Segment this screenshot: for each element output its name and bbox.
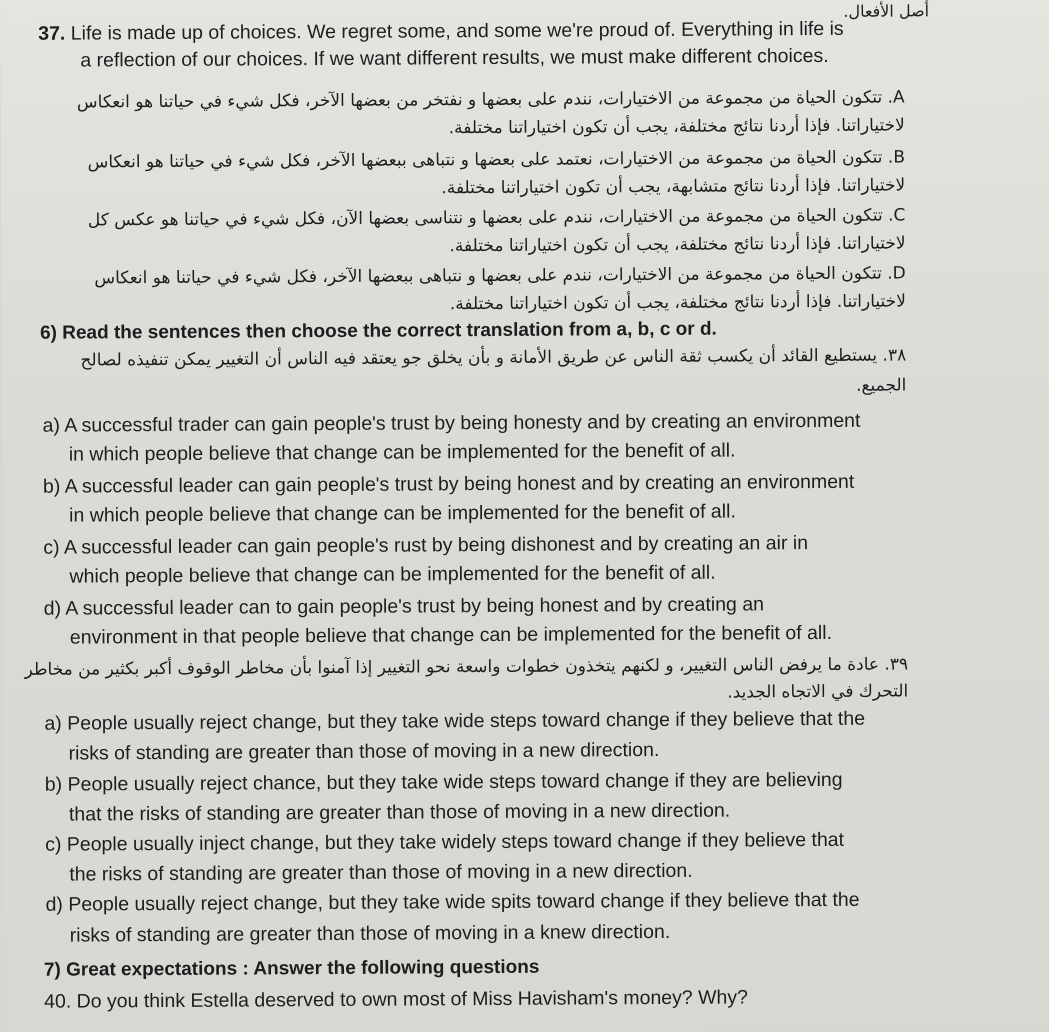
question-37 [38,16,844,47]
option-b-ar: B. تتكون الحياة من مجموعة من الاختيارات، نعتمد على بعضها و نتباهى ببعضها الآخر، فكل شيء في حياتنا هو انعكاس [87,147,906,173]
option-d-ar: D. تتكون الحياة من مجموعة من الاختيارات، نندم على بعضها و نتباهى ببعضها الآخر، فكل شيء في حياتنا هو انعكاس [94,263,906,289]
option-a-ar-line2: لاختياراتنا. فإذا أردنا نتائج مختلفة، يجب أن تكون اختياراتنا مختلفة. [448,115,905,139]
q39-option-b-line2: that the risks of standing are greater than those of moving in a new direction. [68,799,731,826]
q38-option-b: b) A successful leader can gain people's trust by being honest and by creating an environment [42,470,855,498]
question-38-ar-line2: الجميع. [856,375,907,396]
option-c-ar-line2: لاختياراتنا. فإذا أردنا نتائج مختلفة، يجب أن تكون اختياراتنا مختلفة. [449,233,906,257]
option-d-ar-line2: لاختياراتنا. فإذا أردنا نتائج مختلفة، يجب أن تكون اختياراتنا مختلفة. [449,291,906,315]
question-37-line2: a reflection of our choices. If we want different results, we must make different choices. [80,44,829,72]
q38-option-b-line2: in which people believe that change can be implemented for the benefit of all. [69,500,736,527]
section-7-title: 7) Great expectations : Answer the following questions [43,956,540,981]
question-39-ar-line2: التحرك في الاتجاه الجديد. [727,681,909,703]
q39-option-d: d) People usually reject change, but they take wide spits toward change if they believe that the [45,888,860,916]
q38-option-d: d) A successful leader can to gain people's trust by being honest and by creating an [43,593,765,620]
q38-option-a-line2: in which people believe that change can be implemented for the benefit of all. [68,439,736,466]
question-text: Life is made up of choices. We regret some, and some we're proud of. Everything in life is [70,17,844,45]
option-b-ar-line2: لاختياراتنا. فإذا أردنا نتائج متشابهة، يجب أن تكون اختياراتنا مختلفة. [441,175,906,199]
q38-option-a: a) A successful trader can gain people's trust by being honesty and by creating an environment [42,409,861,437]
q38-option-d-line2: environment in that people believe that change can be implemented for the benefit of all. [69,621,833,649]
q39-option-b: b) People usually reject chance, but they take wide steps toward change if they are believing [44,768,843,796]
question-number: 37. [38,22,66,45]
question-40 [44,984,748,1014]
question-39-ar: ٣٩. عادة ما يرفض الناس التغيير، و لكنهم يتخذون خطوات واسعة نحو التغيير إذا آمنوا بأن مخاطر الوقوف أكبر بكثير من مخاطر [24,654,909,680]
q38-option-c: c) A successful leader can gain people's rust by being dishonest and by creating an air in [43,532,809,559]
q39-option-d-line2: risks of standing are greater than those of moving in a knew direction. [69,920,671,947]
q39-option-c-line2: the risks of standing are greater than those of moving in a new direction. [69,859,693,886]
arabic-header: أصل الأفعال. [843,1,930,21]
q39-option-a: a) People usually reject change, but they take wide steps toward change if they believe that the [44,707,866,735]
option-a-ar: A. تتكون الحياة من مجموعة من الاختيارات، نندم على بعضها و نفتخر من بعضها الآخر، فكل شيء في حياتنا هو انعكاس [76,87,905,113]
q39-option-a-line2: risks of standing are greater than those of moving in a new direction. [68,738,660,765]
option-c-ar: C. تتكون الحياة من مجموعة من الاختيارات، نندم على بعضها و نتناسى بعضها الآن، فكل شيء في حياتنا هو عكس كل [87,205,906,231]
question-40-text: 40. Do you think Estella deserved to own most of Miss Havisham's money? Why? [44,986,749,1013]
section-6-title: 6) Read the sentences then choose the correct translation from a, b, c or d. [39,318,717,344]
question-38-ar: ٣٨. يستطيع القائد أن يكسب ثقة الناس عن طريق الأمانة و بأن يخلق جو يعتقد فيه الناس أن التغيير يمكن تنفيذه لصالح [80,345,907,371]
q38-option-c-line2: which people believe that change can be implemented for the benefit of all. [69,561,716,588]
q39-option-c: c) People usually inject change, but they take widely steps toward change if they believe that [45,828,845,856]
